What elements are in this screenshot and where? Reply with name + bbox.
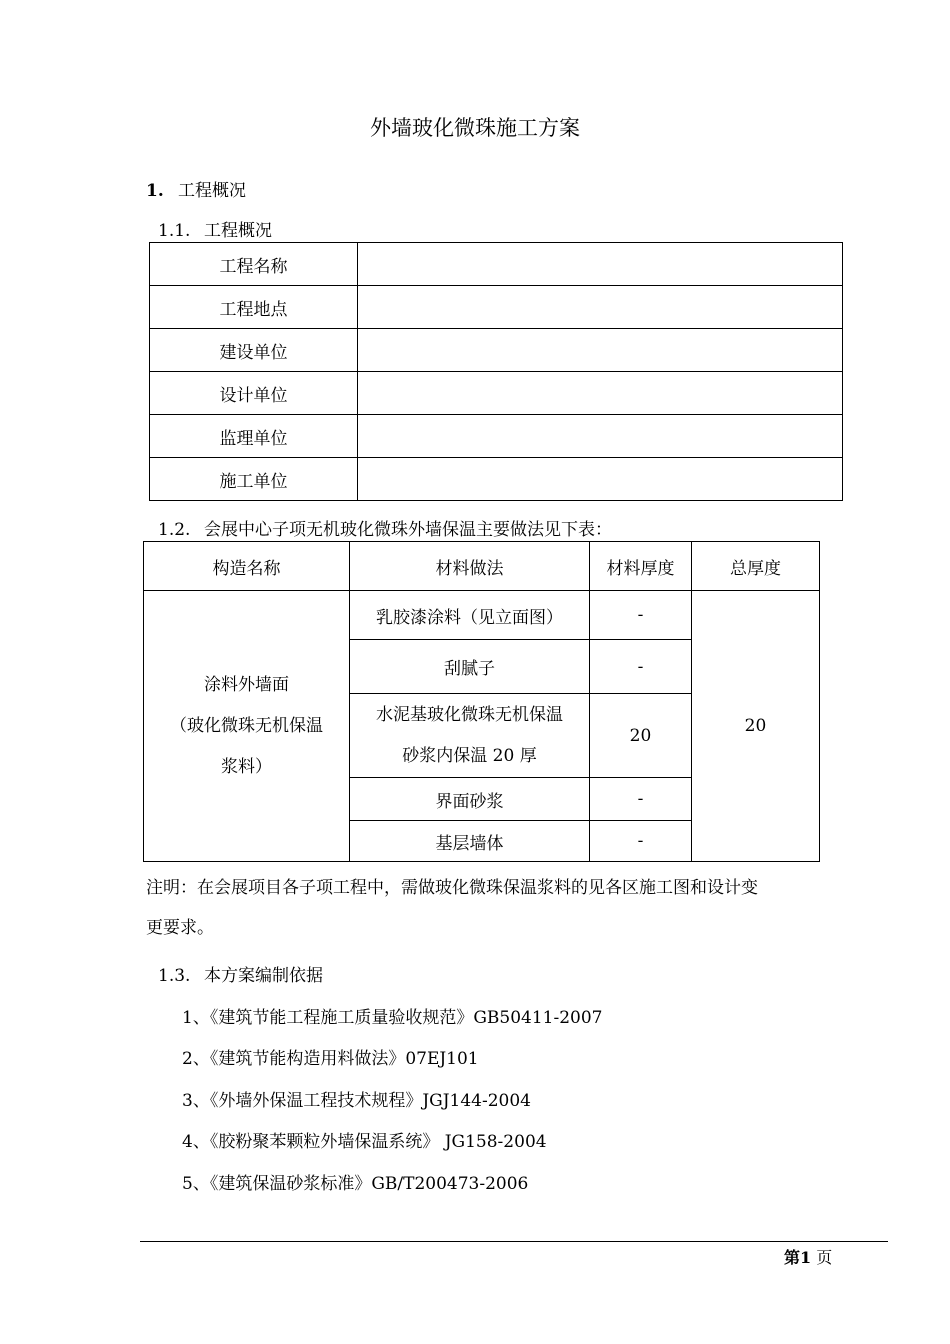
page-value: 1	[800, 1248, 812, 1267]
row-value	[358, 329, 843, 372]
row-value	[358, 372, 843, 415]
section-number: 1.	[146, 181, 164, 201]
material-thickness-cell: -	[590, 640, 692, 694]
column-header: 材料做法	[350, 542, 590, 591]
row-value	[358, 286, 843, 329]
reference-item: 1、《建筑节能工程施工质量验收规范》GB50411-2007	[182, 1008, 603, 1028]
material-method-cell: 界面砂浆	[350, 778, 590, 821]
table-row	[150, 243, 843, 286]
row-value	[358, 415, 843, 458]
section-1-2-heading	[158, 515, 612, 540]
page-suffix: 页	[811, 1248, 833, 1267]
section-1-1-heading	[158, 216, 272, 241]
project-overview-table	[149, 242, 843, 501]
section-number: 1.1.	[158, 221, 191, 241]
row-label: 监理单位	[150, 415, 358, 458]
section-number: 1.2.	[158, 520, 191, 540]
document-title: 外墙玻化微珠施工方案	[370, 116, 580, 140]
row-label: 工程名称	[150, 243, 358, 286]
insulation-method-table	[143, 541, 820, 862]
row-label: 建设单位	[150, 329, 358, 372]
total-thickness-cell: 20	[692, 591, 820, 862]
construction-name-line: 浆料）	[221, 756, 272, 777]
section-number: 1.3.	[158, 966, 191, 986]
row-label: 施工单位	[150, 458, 358, 501]
material-method-cell	[350, 694, 590, 778]
column-header: 构造名称	[144, 542, 350, 591]
section-1-heading	[146, 176, 246, 201]
material-thickness-cell: -	[590, 591, 692, 640]
table-row	[150, 415, 843, 458]
material-method-cell: 乳胶漆涂料（见立面图）	[350, 591, 590, 640]
note-line: 注明：在会展项目各子项工程中，需做玻化微珠保温浆料的见各区施工图和设计变	[146, 878, 758, 898]
material-thickness-cell: 20	[590, 694, 692, 778]
construction-name-line: （玻化微珠无机保温	[170, 715, 323, 736]
table-row	[144, 591, 820, 640]
section-label: 工程概况	[204, 221, 272, 241]
table-row	[150, 458, 843, 501]
section-label: 工程概况	[178, 181, 246, 201]
reference-item: 4、《胶粉聚苯颗粒外墙保温系统》 JG158-2004	[182, 1132, 547, 1152]
footer-divider	[140, 1241, 888, 1242]
page-number	[784, 1245, 832, 1268]
table-row	[150, 286, 843, 329]
section-label: 本方案编制依据	[204, 966, 323, 986]
construction-name-line: 涂料外墙面	[204, 674, 289, 695]
table-header-row	[144, 542, 820, 591]
section-label: 会展中心子项无机玻化微珠外墙保温主要做法见下表：	[204, 520, 612, 540]
material-thickness-cell: -	[590, 778, 692, 821]
row-label: 工程地点	[150, 286, 358, 329]
reference-item: 3、《外墙外保温工程技术规程》JGJ144-2004	[182, 1091, 531, 1111]
reference-item: 2、《建筑节能构造用料做法》07EJ101	[182, 1049, 479, 1069]
material-method-cell: 刮腻子	[350, 640, 590, 694]
section-1-3-heading	[158, 961, 323, 986]
column-header: 材料厚度	[590, 542, 692, 591]
reference-item: 5、《建筑保温砂浆标准》GB/T200473-2006	[182, 1174, 529, 1194]
table-row	[150, 329, 843, 372]
material-method-cell: 基层墙体	[350, 821, 590, 862]
note-line: 更要求。	[146, 918, 214, 938]
material-method-line: 水泥基玻化微珠无机保温	[376, 704, 563, 725]
row-value	[358, 243, 843, 286]
row-value	[358, 458, 843, 501]
row-label: 设计单位	[150, 372, 358, 415]
table-row	[150, 372, 843, 415]
material-thickness-cell: -	[590, 821, 692, 862]
column-header: 总厚度	[692, 542, 820, 591]
material-method-line: 砂浆内保温 20 厚	[402, 745, 537, 766]
page-prefix: 第	[784, 1248, 801, 1267]
construction-name-cell	[144, 591, 350, 862]
